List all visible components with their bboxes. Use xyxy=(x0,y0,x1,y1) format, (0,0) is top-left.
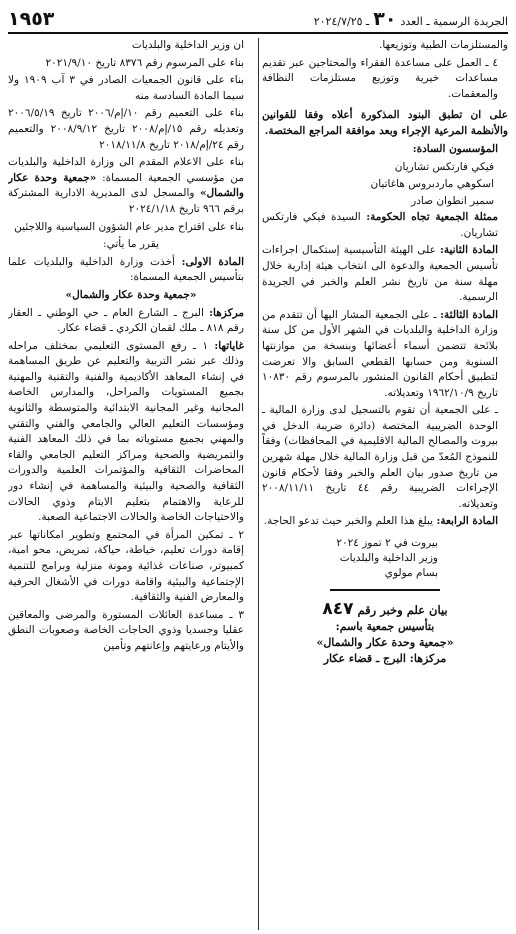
goals-paragraph xyxy=(8,339,254,526)
gazette-title: الجريدة الرسمية ـ العدد xyxy=(400,15,508,28)
notice-number: ٨٤٧ xyxy=(322,599,354,620)
governance-label: ممثلة الجمعية تجاه الحكومة: xyxy=(366,211,498,224)
association-name: «جمعية وحدة عكار والشمال» xyxy=(65,288,197,301)
paragraph: والمستلزمات الطبية وتوزيعها. xyxy=(379,39,508,51)
founders-list xyxy=(262,159,508,210)
notice-title-prefix: بيان علم وخبر رقم xyxy=(357,603,448,618)
signature-place-date: بيروت في ٢ تموز ٢٠٢٤ xyxy=(336,537,438,550)
headquarters-paragraph xyxy=(8,306,254,337)
article-label: المادة الاولى: xyxy=(181,255,244,268)
goal-3: ٣ ـ مساعدة العائلات المستورة والمرضى والمعاقين عقليا وجسديا وذوي الحاجات الخاصة وصعوبات النطق والأيتام ورعايتهم وإعانتهم وتأمين xyxy=(8,608,244,652)
headquarters-label: مركزها: xyxy=(209,306,244,319)
right-column xyxy=(262,38,508,930)
article-label: المادة الثانية: xyxy=(439,244,498,257)
article-label: المادة الرابعة: xyxy=(436,515,498,528)
signature-name: بسام مولوي xyxy=(384,567,438,580)
notice-association-name: «جمعية وحدة عكار والشمال» xyxy=(316,636,454,650)
association-name: «جمعية وحدة عكار والشمال» xyxy=(8,171,244,200)
header-running-title xyxy=(314,8,508,30)
notice-title xyxy=(262,601,508,619)
goals-label: غاياتها: xyxy=(214,339,244,352)
article-text: ـ على الجمعية المشار اليها أن تتقدم من وزارة الداخلية والبلديات في الشهر الأول من كل سنة بلائحة تتضمن أسماء أعضائها وبنسخة من موازنتها السنوية ومن حسابها القطعي السابق والا تعرضت لتطبيق أحكام القانون المنشور بالمرسوم رقم ١٠٨٣٠ تاريخ ١٩٦٢/١٠/٩ وتعديلاته. xyxy=(262,308,498,399)
paragraph: ٤ ـ العمل على مساعدة الفقراء والمحتاجين عبر تقديم مساعدات خيرية وتوزيع مستلزمات النظافة والمعقمات. xyxy=(262,56,498,100)
paragraph: بناء على المرسوم رقم ٨٣٧٦ تاريخ ٢٠٢١/٩/١٠ xyxy=(45,56,244,69)
goal-2: ٢ ـ تمكين المرأة في المجتمع وتطوير امكاناتها عبر إقامة دورات تعليم، خياطة، حياكة، تمريض، محو امية، كمبيوتر، صناعات غذائية ومونة منزلية وبرامج للتنمية الإجتماعية والبيئية واقامة دورات في الأشغال الحرفية والمعارض الفنية والثقافية. xyxy=(8,528,244,604)
article-text: على الهيئة التأسيسية إستكمال اجراءات تأسيس الجمعية والدعوة الى انتخاب هيئة إدارية خلال مهلة سنة من تاريخ نشر العلم والخبر في الجريدة الرسمية. xyxy=(262,244,498,304)
paragraph: بناء على قانون الجمعيات الصادر في ٣ آب ١٩٠٩ ولا سيما المادة السادسة منه xyxy=(8,74,244,102)
article-text: يبلغ هذا العلم والخبر حيث تدعو الحاجة. xyxy=(263,515,434,528)
paragraph: بناء على التعميم رقم ١٠/إم/٢٠٠٦ تاريخ ٢٠٠٦/٥/١٩ وتعديله رقم ١٥/إم/٢٠٠٨ تاريخ ٢٠٠٨/٩/١٢ والتعميم رقم ٢٤/إم/٢٠١٨ تاريخ ٢٠١٨/١١/٨ xyxy=(8,107,244,151)
governance-text: السيدة فيكي فارتكس تشاريان. xyxy=(262,211,498,239)
paragraph xyxy=(8,155,254,217)
paragraph: ان وزير الداخلية والبلديات xyxy=(131,39,244,51)
article-2 xyxy=(262,243,508,305)
paragraph-text: بناء على الاعلام المقدم الى وزارة الداخلية والبلديات من مؤسسي الجمعية المسماة: xyxy=(8,156,244,184)
article-3 xyxy=(262,308,508,402)
founders-heading: المؤسسون السادة: xyxy=(412,142,498,155)
founder-name: سمير انطوان صادر xyxy=(411,195,494,208)
article-text: أخذت وزارة الداخلية والبلديات علما بتأسيس الجمعية المسماة: xyxy=(8,255,244,284)
article-3-continued: ـ على الجمعية أن تقوم بالتسجيل لدى وزارة المالية ـ الوحدة الضريبية المختصة (دائرة ضريبة الدخل في بيروت والمصالح المالية الاقليمية في المحافظات) وفقاً للنموذج المُعدّ من قبل وزارة المالية خلال مهلة شهرين من تاريخ صدور بيان العلم والخبر وفقا لأحكام قانون الإجراءات الضريبية رقم ٤٤ تاريخ ٢٠٠٨/١١/١١ وتعديلاته. xyxy=(262,404,498,510)
headquarters-text: البرج ـ الشارع العام ـ حي الوطني ـ العقار رقم ٨١٨ ـ ملك لقمان الكردي ـ قضاء عكار. xyxy=(8,306,244,335)
left-column xyxy=(8,38,254,930)
signature-title: وزير الداخلية والبلديات xyxy=(339,552,438,565)
governance-paragraph xyxy=(262,210,508,241)
paragraph: بناء على اقتراح مدير عام الشؤون السياسية واللاجئين xyxy=(14,220,244,233)
goal-text: ١ ـ رفع المستوى التعليمي بمختلف مراحله وذلك عبر نشر التربية والتعليم عن طريق المساهمة في إنشاء المعاهد الأكاديمية والفنية والتقنية والمهنية بجميع المستويات والمراحل، والمدارس الخاصة المجانية وغير المجانية الابتدائية والمتوسطة والثانوية ومؤسسات التعليم العالي والجامعي والفني والتقني والمهني بجميع مستوياته بما في ذلك المعاهد الفنية والتمريضية والصحية ومراكز التعليم الجامعي والقاء المحاضرات الثقافية والمؤتمرات العلمية والدورات الثقافية والصحية والبيئية والمساهمة في إنشاء دور للرعاية والاهتمام بتعليم الايتام وذوي الحالات والاحتياجات الخاصة والحالات الاجتماعية الصعبة. xyxy=(8,339,244,524)
notice-headquarters: مركزها: البرج ـ قضاء عكار xyxy=(323,652,447,666)
article-1 xyxy=(8,255,254,286)
page-header xyxy=(8,6,508,34)
column-divider xyxy=(254,38,262,930)
section-divider xyxy=(330,589,440,591)
article-label: المادة الثالثة: xyxy=(440,308,498,321)
paragraph-text: والمسجل لدى المديرية الادارية المشتركة برقم ٩٦٦ تاريخ ٢٠٢٤/١/١٨ xyxy=(8,187,244,215)
founder-name: اسكوهي ماردبروس هاغاتيان xyxy=(370,178,494,191)
notice-subtitle: بتأسيس جمعية باسم: xyxy=(335,620,435,634)
founder-name: فيكي فارتكس تشاريان xyxy=(394,161,494,174)
decides-heading: يقرر ما يأتي: xyxy=(103,238,159,251)
signature-block xyxy=(262,536,508,581)
issue-number: ٣٠ xyxy=(373,8,397,30)
paragraph: على ان تطبق البنود المذكورة أعلاه وفقا للقوانين والأنظمة المرعية الإجراء وبعد موافقة المراجع المختصة. xyxy=(262,109,508,137)
issue-date: ـ ٢٠٢٤/٧/٢٥ xyxy=(313,15,370,28)
page-number: ١٩٥٣ xyxy=(8,8,55,30)
article-4 xyxy=(262,514,508,530)
text-columns xyxy=(8,38,508,930)
